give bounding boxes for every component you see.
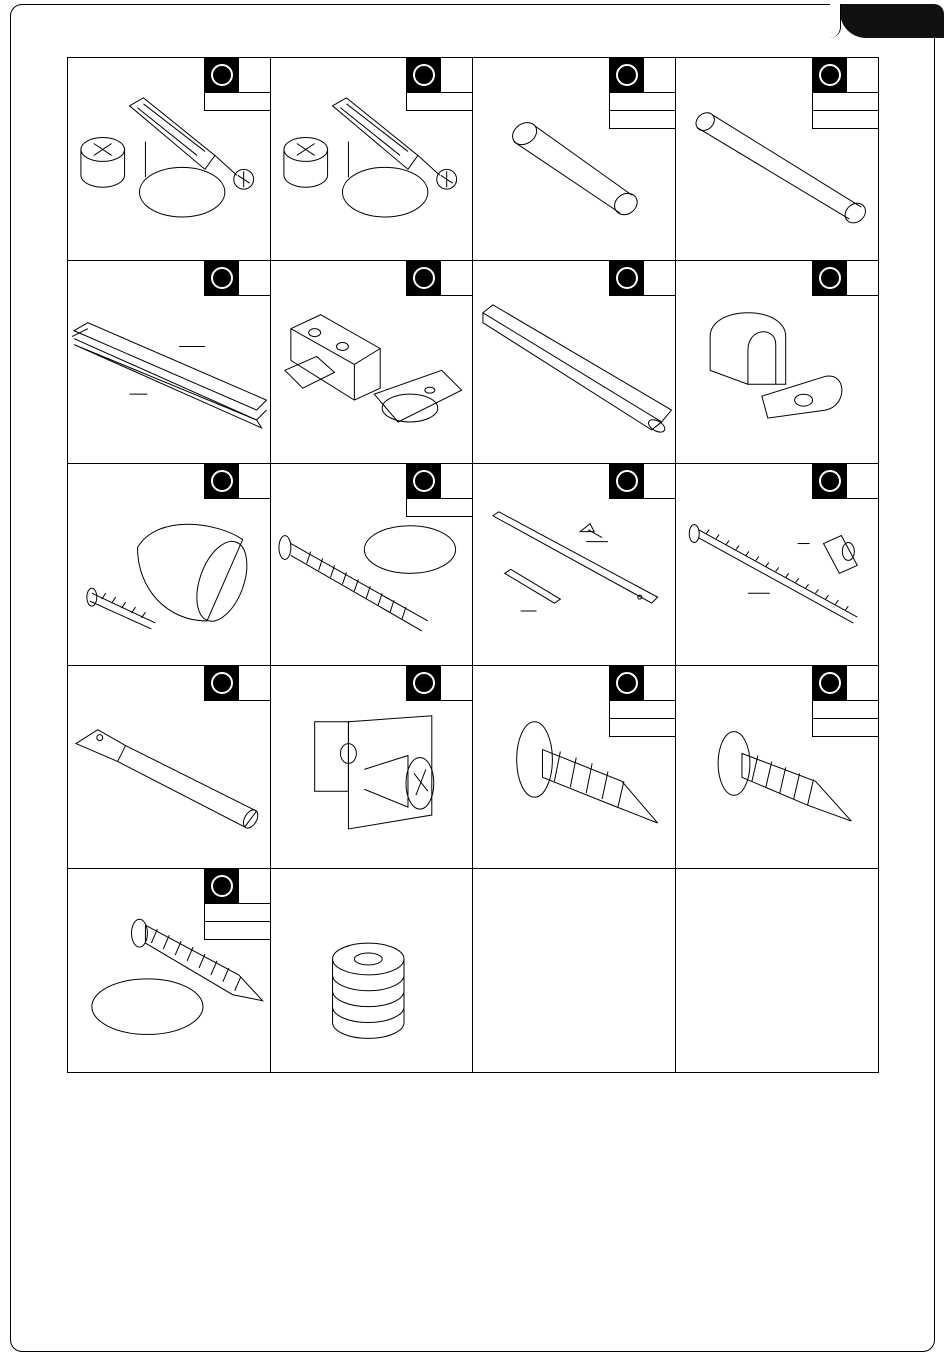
shelf-support-spacer-icon: [271, 869, 473, 1072]
part-label: [609, 666, 675, 737]
part-cell: [473, 58, 676, 261]
part-cell: [676, 58, 879, 261]
part-label: [204, 464, 270, 499]
part-label: [609, 261, 675, 296]
part-cell: [473, 464, 676, 667]
part-label: [406, 58, 472, 111]
corner-tab: [840, 4, 944, 38]
part-label: [204, 869, 270, 940]
part-label: [812, 261, 878, 296]
empty-cell: [676, 869, 879, 1072]
part-cell: [271, 666, 474, 869]
part-cell: [271, 261, 474, 464]
part-label: [204, 261, 270, 296]
part-cell: [271, 869, 474, 1072]
part-cell: [68, 464, 271, 667]
part-cell: [473, 261, 676, 464]
part-cell: [68, 261, 271, 464]
part-cell: [68, 58, 271, 261]
part-cell: [676, 666, 879, 869]
parts-grid: [67, 57, 879, 1073]
part-cell: [68, 869, 271, 1072]
part-label: [812, 464, 878, 499]
part-label: [609, 464, 675, 499]
part-label: [406, 464, 472, 517]
part-label: [204, 666, 270, 701]
part-cell: [473, 666, 676, 869]
part-cell: [271, 58, 474, 261]
part-cell: [676, 464, 879, 667]
empty-cell: [473, 869, 676, 1072]
part-cell: [271, 464, 474, 667]
part-label: [609, 58, 675, 129]
part-label: [406, 261, 472, 296]
part-label: [204, 58, 270, 111]
part-label: [812, 666, 878, 737]
part-label: [406, 666, 472, 701]
part-label: [812, 58, 878, 129]
part-cell: [676, 261, 879, 464]
part-cell: [68, 666, 271, 869]
